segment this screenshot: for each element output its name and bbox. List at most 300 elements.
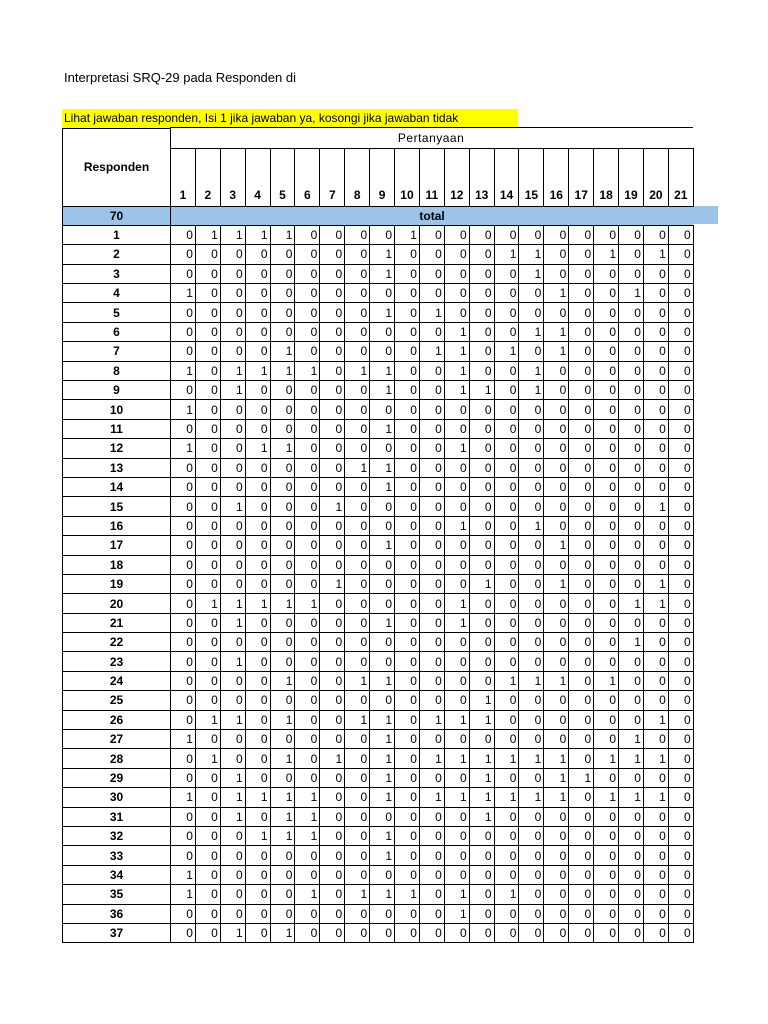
answer-cell[interactable]: 0 bbox=[569, 594, 594, 613]
answer-cell[interactable]: 0 bbox=[569, 458, 594, 477]
answer-cell[interactable]: 0 bbox=[345, 923, 370, 942]
answer-cell[interactable]: 0 bbox=[494, 710, 519, 729]
answer-cell[interactable]: 0 bbox=[395, 381, 420, 400]
answer-cell[interactable]: 0 bbox=[469, 730, 494, 749]
answer-cell[interactable]: 0 bbox=[469, 846, 494, 865]
answer-cell[interactable]: 0 bbox=[395, 284, 420, 303]
answer-cell[interactable]: 0 bbox=[345, 865, 370, 884]
answer-cell[interactable]: 1 bbox=[295, 788, 320, 807]
answer-cell[interactable]: 1 bbox=[544, 342, 569, 361]
answer-cell[interactable]: 0 bbox=[419, 322, 444, 341]
answer-cell[interactable]: 0 bbox=[345, 574, 370, 593]
answer-cell[interactable]: 1 bbox=[171, 865, 196, 884]
answer-cell[interactable]: 0 bbox=[643, 865, 668, 884]
answer-cell[interactable]: 0 bbox=[569, 381, 594, 400]
answer-cell[interactable]: 0 bbox=[544, 807, 569, 826]
answer-cell[interactable]: 0 bbox=[320, 710, 345, 729]
answer-cell[interactable]: 0 bbox=[444, 400, 469, 419]
answer-cell[interactable]: 1 bbox=[171, 361, 196, 380]
answer-cell[interactable]: 0 bbox=[395, 439, 420, 458]
answer-cell[interactable]: 1 bbox=[195, 225, 220, 244]
answer-cell[interactable]: 0 bbox=[295, 342, 320, 361]
answer-cell[interactable]: 0 bbox=[494, 477, 519, 496]
answer-cell[interactable]: 0 bbox=[245, 458, 270, 477]
answer-cell[interactable]: 0 bbox=[594, 361, 619, 380]
answer-cell[interactable]: 1 bbox=[370, 613, 395, 632]
answer-cell[interactable]: 0 bbox=[469, 865, 494, 884]
answer-cell[interactable]: 0 bbox=[619, 458, 644, 477]
answer-cell[interactable]: 0 bbox=[519, 419, 544, 438]
answer-cell[interactable]: 0 bbox=[395, 730, 420, 749]
answer-cell[interactable]: 0 bbox=[270, 516, 295, 535]
answer-cell[interactable]: 1 bbox=[370, 536, 395, 555]
answer-cell[interactable]: 1 bbox=[370, 419, 395, 438]
answer-cell[interactable]: 0 bbox=[320, 865, 345, 884]
answer-cell[interactable]: 1 bbox=[370, 885, 395, 904]
answer-cell[interactable]: 0 bbox=[643, 691, 668, 710]
answer-cell[interactable]: 0 bbox=[494, 303, 519, 322]
answer-cell[interactable]: 0 bbox=[444, 245, 469, 264]
answer-cell[interactable]: 0 bbox=[295, 846, 320, 865]
answer-cell[interactable]: 0 bbox=[569, 536, 594, 555]
answer-cell[interactable]: 0 bbox=[220, 574, 245, 593]
answer-cell[interactable]: 1 bbox=[494, 885, 519, 904]
answer-cell[interactable]: 0 bbox=[295, 419, 320, 438]
answer-cell[interactable]: 0 bbox=[171, 574, 196, 593]
answer-cell[interactable]: 0 bbox=[320, 245, 345, 264]
answer-cell[interactable]: 0 bbox=[619, 865, 644, 884]
answer-cell[interactable]: 0 bbox=[668, 846, 693, 865]
answer-cell[interactable]: 1 bbox=[270, 710, 295, 729]
answer-cell[interactable]: 0 bbox=[195, 671, 220, 690]
answer-cell[interactable]: 0 bbox=[544, 846, 569, 865]
answer-cell[interactable]: 0 bbox=[245, 885, 270, 904]
answer-cell[interactable]: 0 bbox=[220, 419, 245, 438]
answer-cell[interactable]: 0 bbox=[270, 497, 295, 516]
answer-cell[interactable]: 0 bbox=[619, 536, 644, 555]
answer-cell[interactable]: 0 bbox=[195, 516, 220, 535]
answer-cell[interactable]: 0 bbox=[619, 807, 644, 826]
answer-cell[interactable]: 0 bbox=[569, 710, 594, 729]
answer-cell[interactable]: 0 bbox=[295, 245, 320, 264]
answer-cell[interactable]: 0 bbox=[519, 497, 544, 516]
answer-cell[interactable]: 0 bbox=[519, 555, 544, 574]
answer-cell[interactable]: 0 bbox=[469, 671, 494, 690]
answer-cell[interactable]: 1 bbox=[494, 245, 519, 264]
answer-cell[interactable]: 1 bbox=[419, 749, 444, 768]
answer-cell[interactable]: 0 bbox=[494, 555, 519, 574]
answer-cell[interactable]: 1 bbox=[619, 730, 644, 749]
answer-cell[interactable]: 0 bbox=[395, 788, 420, 807]
answer-cell[interactable]: 0 bbox=[643, 458, 668, 477]
answer-cell[interactable]: 0 bbox=[619, 381, 644, 400]
answer-cell[interactable]: 0 bbox=[195, 322, 220, 341]
answer-cell[interactable]: 0 bbox=[295, 613, 320, 632]
answer-cell[interactable]: 0 bbox=[320, 225, 345, 244]
answer-cell[interactable]: 0 bbox=[171, 807, 196, 826]
answer-cell[interactable]: 0 bbox=[295, 904, 320, 923]
answer-cell[interactable]: 0 bbox=[171, 768, 196, 787]
answer-cell[interactable]: 0 bbox=[444, 633, 469, 652]
answer-cell[interactable]: 0 bbox=[395, 555, 420, 574]
answer-cell[interactable]: 0 bbox=[370, 322, 395, 341]
answer-cell[interactable]: 1 bbox=[594, 245, 619, 264]
answer-cell[interactable]: 0 bbox=[195, 904, 220, 923]
answer-cell[interactable]: 0 bbox=[345, 613, 370, 632]
answer-cell[interactable]: 0 bbox=[519, 613, 544, 632]
answer-cell[interactable]: 0 bbox=[245, 342, 270, 361]
answer-cell[interactable]: 0 bbox=[320, 594, 345, 613]
answer-cell[interactable]: 0 bbox=[643, 322, 668, 341]
answer-cell[interactable]: 0 bbox=[345, 439, 370, 458]
answer-cell[interactable]: 0 bbox=[619, 303, 644, 322]
answer-cell[interactable]: 0 bbox=[619, 904, 644, 923]
answer-cell[interactable]: 1 bbox=[171, 284, 196, 303]
answer-cell[interactable]: 1 bbox=[195, 710, 220, 729]
answer-cell[interactable]: 0 bbox=[668, 594, 693, 613]
answer-cell[interactable]: 0 bbox=[195, 400, 220, 419]
answer-cell[interactable]: 0 bbox=[494, 574, 519, 593]
answer-cell[interactable]: 0 bbox=[220, 865, 245, 884]
answer-cell[interactable]: 0 bbox=[444, 768, 469, 787]
answer-cell[interactable]: 0 bbox=[619, 885, 644, 904]
answer-cell[interactable]: 0 bbox=[668, 749, 693, 768]
answer-cell[interactable]: 0 bbox=[320, 846, 345, 865]
answer-cell[interactable]: 0 bbox=[245, 555, 270, 574]
answer-cell[interactable]: 0 bbox=[295, 865, 320, 884]
answer-cell[interactable]: 0 bbox=[544, 458, 569, 477]
answer-cell[interactable]: 1 bbox=[245, 225, 270, 244]
answer-cell[interactable]: 0 bbox=[195, 555, 220, 574]
answer-cell[interactable]: 0 bbox=[171, 245, 196, 264]
answer-cell[interactable]: 0 bbox=[419, 807, 444, 826]
answer-cell[interactable]: 0 bbox=[419, 439, 444, 458]
answer-cell[interactable]: 0 bbox=[270, 652, 295, 671]
answer-cell[interactable]: 0 bbox=[220, 264, 245, 283]
answer-cell[interactable]: 0 bbox=[469, 342, 494, 361]
answer-cell[interactable]: 1 bbox=[370, 381, 395, 400]
answer-cell[interactable]: 0 bbox=[245, 846, 270, 865]
answer-cell[interactable]: 0 bbox=[569, 516, 594, 535]
answer-cell[interactable]: 1 bbox=[444, 342, 469, 361]
answer-cell[interactable]: 0 bbox=[370, 284, 395, 303]
answer-cell[interactable]: 0 bbox=[494, 284, 519, 303]
answer-cell[interactable]: 0 bbox=[171, 613, 196, 632]
answer-cell[interactable]: 1 bbox=[220, 807, 245, 826]
answer-cell[interactable]: 0 bbox=[643, 264, 668, 283]
answer-cell[interactable]: 0 bbox=[544, 633, 569, 652]
answer-cell[interactable]: 0 bbox=[345, 516, 370, 535]
answer-cell[interactable]: 0 bbox=[270, 381, 295, 400]
answer-cell[interactable]: 0 bbox=[345, 749, 370, 768]
answer-cell[interactable]: 1 bbox=[519, 264, 544, 283]
answer-cell[interactable]: 0 bbox=[220, 904, 245, 923]
answer-cell[interactable]: 0 bbox=[668, 516, 693, 535]
answer-cell[interactable]: 1 bbox=[544, 536, 569, 555]
answer-cell[interactable]: 0 bbox=[419, 361, 444, 380]
answer-cell[interactable]: 0 bbox=[419, 633, 444, 652]
answer-cell[interactable]: 1 bbox=[320, 497, 345, 516]
answer-cell[interactable]: 0 bbox=[594, 885, 619, 904]
answer-cell[interactable]: 0 bbox=[494, 381, 519, 400]
answer-cell[interactable]: 0 bbox=[619, 652, 644, 671]
answer-cell[interactable]: 0 bbox=[171, 749, 196, 768]
answer-cell[interactable]: 0 bbox=[494, 458, 519, 477]
answer-cell[interactable]: 0 bbox=[220, 245, 245, 264]
answer-cell[interactable]: 0 bbox=[345, 691, 370, 710]
answer-cell[interactable]: 0 bbox=[569, 671, 594, 690]
answer-cell[interactable]: 0 bbox=[594, 691, 619, 710]
answer-cell[interactable]: 0 bbox=[444, 923, 469, 942]
answer-cell[interactable]: 0 bbox=[444, 671, 469, 690]
answer-cell[interactable]: 0 bbox=[171, 322, 196, 341]
answer-cell[interactable]: 0 bbox=[395, 342, 420, 361]
answer-cell[interactable]: 0 bbox=[245, 691, 270, 710]
answer-cell[interactable]: 0 bbox=[444, 477, 469, 496]
answer-cell[interactable]: 0 bbox=[395, 613, 420, 632]
answer-cell[interactable]: 0 bbox=[469, 225, 494, 244]
answer-cell[interactable]: 0 bbox=[444, 846, 469, 865]
answer-cell[interactable]: 0 bbox=[519, 439, 544, 458]
answer-cell[interactable]: 0 bbox=[195, 245, 220, 264]
answer-cell[interactable]: 0 bbox=[519, 633, 544, 652]
answer-cell[interactable]: 0 bbox=[195, 846, 220, 865]
answer-cell[interactable]: 0 bbox=[195, 923, 220, 942]
answer-cell[interactable]: 0 bbox=[345, 497, 370, 516]
answer-cell[interactable]: 0 bbox=[544, 400, 569, 419]
answer-cell[interactable]: 0 bbox=[469, 284, 494, 303]
answer-cell[interactable]: 1 bbox=[643, 497, 668, 516]
answer-cell[interactable]: 0 bbox=[594, 419, 619, 438]
answer-cell[interactable]: 0 bbox=[643, 536, 668, 555]
answer-cell[interactable]: 0 bbox=[544, 516, 569, 535]
answer-cell[interactable]: 0 bbox=[320, 730, 345, 749]
answer-cell[interactable]: 0 bbox=[395, 846, 420, 865]
answer-cell[interactable]: 0 bbox=[345, 730, 370, 749]
answer-cell[interactable]: 0 bbox=[569, 284, 594, 303]
answer-cell[interactable]: 0 bbox=[643, 807, 668, 826]
answer-cell[interactable]: 1 bbox=[444, 885, 469, 904]
answer-cell[interactable]: 0 bbox=[395, 865, 420, 884]
answer-cell[interactable]: 0 bbox=[619, 361, 644, 380]
answer-cell[interactable]: 0 bbox=[544, 477, 569, 496]
answer-cell[interactable]: 0 bbox=[668, 361, 693, 380]
answer-cell[interactable]: 0 bbox=[469, 322, 494, 341]
answer-cell[interactable]: 1 bbox=[395, 885, 420, 904]
answer-cell[interactable]: 0 bbox=[643, 225, 668, 244]
answer-cell[interactable]: 1 bbox=[270, 225, 295, 244]
answer-cell[interactable]: 0 bbox=[494, 497, 519, 516]
answer-cell[interactable]: 0 bbox=[569, 652, 594, 671]
answer-cell[interactable]: 0 bbox=[544, 710, 569, 729]
answer-cell[interactable]: 0 bbox=[195, 419, 220, 438]
answer-cell[interactable]: 1 bbox=[544, 749, 569, 768]
answer-cell[interactable]: 0 bbox=[519, 923, 544, 942]
answer-cell[interactable]: 0 bbox=[395, 361, 420, 380]
answer-cell[interactable]: 1 bbox=[345, 458, 370, 477]
answer-cell[interactable]: 0 bbox=[668, 264, 693, 283]
answer-cell[interactable]: 0 bbox=[469, 613, 494, 632]
answer-cell[interactable]: 1 bbox=[444, 381, 469, 400]
answer-cell[interactable]: 0 bbox=[320, 419, 345, 438]
answer-cell[interactable]: 0 bbox=[494, 633, 519, 652]
answer-cell[interactable]: 0 bbox=[370, 594, 395, 613]
answer-cell[interactable]: 0 bbox=[469, 516, 494, 535]
answer-cell[interactable]: 0 bbox=[569, 904, 594, 923]
answer-cell[interactable]: 0 bbox=[444, 865, 469, 884]
answer-cell[interactable]: 0 bbox=[643, 652, 668, 671]
answer-cell[interactable]: 0 bbox=[469, 458, 494, 477]
answer-cell[interactable]: 0 bbox=[619, 322, 644, 341]
answer-cell[interactable]: 1 bbox=[619, 633, 644, 652]
answer-cell[interactable]: 0 bbox=[195, 574, 220, 593]
answer-cell[interactable]: 0 bbox=[345, 322, 370, 341]
answer-cell[interactable]: 0 bbox=[569, 245, 594, 264]
answer-cell[interactable]: 1 bbox=[270, 827, 295, 846]
answer-cell[interactable]: 0 bbox=[494, 400, 519, 419]
answer-cell[interactable]: 0 bbox=[395, 827, 420, 846]
answer-cell[interactable]: 0 bbox=[469, 633, 494, 652]
answer-cell[interactable]: 0 bbox=[370, 400, 395, 419]
answer-cell[interactable]: 0 bbox=[345, 381, 370, 400]
answer-cell[interactable]: 1 bbox=[594, 749, 619, 768]
answer-cell[interactable]: 1 bbox=[494, 671, 519, 690]
answer-cell[interactable]: 0 bbox=[668, 381, 693, 400]
answer-cell[interactable]: 1 bbox=[519, 381, 544, 400]
answer-cell[interactable]: 0 bbox=[594, 497, 619, 516]
answer-cell[interactable]: 0 bbox=[494, 768, 519, 787]
answer-cell[interactable]: 0 bbox=[419, 652, 444, 671]
answer-cell[interactable]: 0 bbox=[619, 827, 644, 846]
answer-cell[interactable]: 0 bbox=[245, 904, 270, 923]
answer-cell[interactable]: 0 bbox=[469, 439, 494, 458]
answer-cell[interactable]: 0 bbox=[220, 439, 245, 458]
answer-cell[interactable]: 1 bbox=[370, 827, 395, 846]
answer-cell[interactable]: 0 bbox=[643, 671, 668, 690]
answer-cell[interactable]: 1 bbox=[444, 322, 469, 341]
answer-cell[interactable]: 0 bbox=[544, 652, 569, 671]
answer-cell[interactable]: 0 bbox=[245, 419, 270, 438]
answer-cell[interactable]: 0 bbox=[395, 691, 420, 710]
answer-cell[interactable]: 1 bbox=[345, 671, 370, 690]
answer-cell[interactable]: 0 bbox=[395, 768, 420, 787]
answer-cell[interactable]: 1 bbox=[469, 788, 494, 807]
answer-cell[interactable]: 0 bbox=[295, 691, 320, 710]
answer-cell[interactable]: 0 bbox=[643, 439, 668, 458]
answer-cell[interactable]: 0 bbox=[270, 264, 295, 283]
answer-cell[interactable]: 0 bbox=[395, 710, 420, 729]
answer-cell[interactable]: 0 bbox=[569, 846, 594, 865]
answer-cell[interactable]: 0 bbox=[519, 477, 544, 496]
answer-cell[interactable]: 0 bbox=[544, 361, 569, 380]
answer-cell[interactable]: 0 bbox=[419, 458, 444, 477]
answer-cell[interactable]: 0 bbox=[643, 284, 668, 303]
answer-cell[interactable]: 0 bbox=[519, 885, 544, 904]
answer-cell[interactable]: 0 bbox=[444, 419, 469, 438]
answer-cell[interactable]: 0 bbox=[519, 342, 544, 361]
answer-cell[interactable]: 1 bbox=[171, 885, 196, 904]
answer-cell[interactable]: 1 bbox=[370, 846, 395, 865]
answer-cell[interactable]: 1 bbox=[519, 361, 544, 380]
answer-cell[interactable]: 1 bbox=[643, 788, 668, 807]
answer-cell[interactable]: 0 bbox=[195, 652, 220, 671]
answer-cell[interactable]: 1 bbox=[320, 749, 345, 768]
answer-cell[interactable]: 1 bbox=[270, 361, 295, 380]
answer-cell[interactable]: 1 bbox=[270, 749, 295, 768]
answer-cell[interactable]: 0 bbox=[544, 555, 569, 574]
answer-cell[interactable]: 0 bbox=[544, 225, 569, 244]
answer-cell[interactable]: 0 bbox=[171, 381, 196, 400]
answer-cell[interactable]: 0 bbox=[195, 458, 220, 477]
answer-cell[interactable]: 0 bbox=[668, 652, 693, 671]
answer-cell[interactable]: 0 bbox=[419, 671, 444, 690]
answer-cell[interactable]: 0 bbox=[295, 322, 320, 341]
answer-cell[interactable]: 1 bbox=[619, 749, 644, 768]
answer-cell[interactable]: 0 bbox=[668, 710, 693, 729]
answer-cell[interactable]: 0 bbox=[245, 381, 270, 400]
answer-cell[interactable]: 0 bbox=[419, 768, 444, 787]
answer-cell[interactable]: 0 bbox=[270, 865, 295, 884]
answer-cell[interactable]: 0 bbox=[370, 691, 395, 710]
answer-cell[interactable]: 0 bbox=[668, 400, 693, 419]
answer-cell[interactable]: 0 bbox=[245, 284, 270, 303]
answer-cell[interactable]: 0 bbox=[395, 516, 420, 535]
answer-cell[interactable]: 0 bbox=[171, 710, 196, 729]
answer-cell[interactable]: 1 bbox=[619, 284, 644, 303]
answer-cell[interactable]: 0 bbox=[345, 245, 370, 264]
answer-cell[interactable]: 1 bbox=[220, 788, 245, 807]
answer-cell[interactable]: 1 bbox=[295, 594, 320, 613]
answer-cell[interactable]: 0 bbox=[245, 749, 270, 768]
answer-cell[interactable]: 1 bbox=[444, 594, 469, 613]
answer-cell[interactable]: 1 bbox=[345, 361, 370, 380]
answer-cell[interactable]: 1 bbox=[270, 807, 295, 826]
answer-cell[interactable]: 1 bbox=[270, 788, 295, 807]
answer-cell[interactable]: 0 bbox=[668, 788, 693, 807]
answer-cell[interactable]: 0 bbox=[643, 419, 668, 438]
answer-cell[interactable]: 0 bbox=[469, 885, 494, 904]
answer-cell[interactable]: 0 bbox=[594, 613, 619, 632]
answer-cell[interactable]: 0 bbox=[295, 516, 320, 535]
answer-cell[interactable]: 0 bbox=[195, 342, 220, 361]
answer-cell[interactable]: 0 bbox=[594, 284, 619, 303]
answer-cell[interactable]: 1 bbox=[220, 381, 245, 400]
answer-cell[interactable]: 1 bbox=[569, 768, 594, 787]
answer-cell[interactable]: 0 bbox=[569, 923, 594, 942]
answer-cell[interactable]: 0 bbox=[395, 807, 420, 826]
answer-cell[interactable]: 1 bbox=[469, 768, 494, 787]
answer-cell[interactable]: 0 bbox=[594, 710, 619, 729]
answer-cell[interactable]: 0 bbox=[494, 730, 519, 749]
answer-cell[interactable]: 0 bbox=[668, 574, 693, 593]
answer-cell[interactable]: 1 bbox=[171, 400, 196, 419]
answer-cell[interactable]: 1 bbox=[220, 225, 245, 244]
answer-cell[interactable]: 0 bbox=[444, 536, 469, 555]
answer-cell[interactable]: 0 bbox=[320, 400, 345, 419]
answer-cell[interactable]: 0 bbox=[569, 303, 594, 322]
answer-cell[interactable]: 0 bbox=[444, 555, 469, 574]
answer-cell[interactable]: 0 bbox=[519, 284, 544, 303]
answer-cell[interactable]: 1 bbox=[494, 788, 519, 807]
answer-cell[interactable]: 1 bbox=[171, 439, 196, 458]
answer-cell[interactable]: 0 bbox=[619, 710, 644, 729]
answer-cell[interactable]: 0 bbox=[419, 536, 444, 555]
answer-cell[interactable]: 0 bbox=[619, 225, 644, 244]
answer-cell[interactable]: 0 bbox=[619, 846, 644, 865]
answer-cell[interactable]: 0 bbox=[220, 303, 245, 322]
answer-cell[interactable]: 0 bbox=[320, 827, 345, 846]
answer-cell[interactable]: 0 bbox=[519, 225, 544, 244]
